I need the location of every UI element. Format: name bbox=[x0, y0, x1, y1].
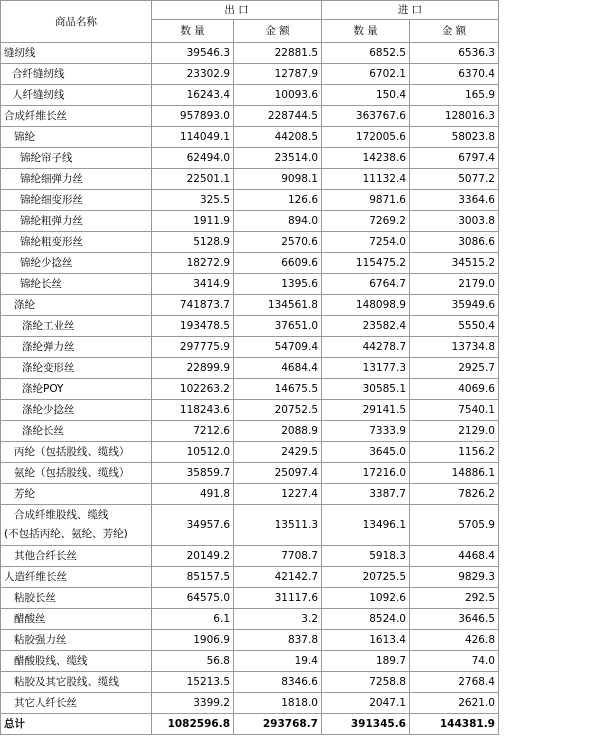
export-qty-cell: 957893.0 bbox=[152, 106, 234, 127]
import-amt-cell: 5705.9 bbox=[410, 505, 499, 546]
table-row bbox=[1, 274, 599, 295]
table-row bbox=[1, 693, 599, 714]
export-amt-cell: 31117.6 bbox=[234, 588, 322, 609]
product-name-cell: 氨纶（包括股线、缆线） bbox=[1, 463, 152, 484]
import-amt-cell: 7540.1 bbox=[410, 400, 499, 421]
export-qty-cell: 85157.5 bbox=[152, 567, 234, 588]
product-name-line1: 合成纤维股线、缆线 bbox=[14, 509, 109, 521]
table-row bbox=[1, 588, 599, 609]
table-row bbox=[1, 148, 599, 169]
export-qty-cell: 10512.0 bbox=[152, 442, 234, 463]
export-amt-cell: 126.6 bbox=[234, 190, 322, 211]
import-amt-cell: 13734.8 bbox=[410, 337, 499, 358]
export-amt-cell: 1227.4 bbox=[234, 484, 322, 505]
import-qty-cell: 150.4 bbox=[322, 85, 410, 106]
export-amt-cell: 54709.4 bbox=[234, 337, 322, 358]
product-name-cell: 合纤缝纫线 bbox=[1, 64, 152, 85]
product-name-cell: 丙纶（包括股线、缆线） bbox=[1, 442, 152, 463]
header-import-amt: 金 额 bbox=[410, 20, 499, 43]
export-amt-cell: 228744.5 bbox=[234, 106, 322, 127]
export-qty-cell: 16243.4 bbox=[152, 85, 234, 106]
export-amt-cell: 894.0 bbox=[234, 211, 322, 232]
header-import-qty: 数 量 bbox=[322, 20, 410, 43]
export-qty-cell: 741873.7 bbox=[152, 295, 234, 316]
export-qty-cell: 1906.9 bbox=[152, 630, 234, 651]
product-name-cell: 涤纶弹力丝 bbox=[1, 337, 152, 358]
import-qty-cell: 172005.6 bbox=[322, 127, 410, 148]
product-name-cell: 锦纶长丝 bbox=[1, 274, 152, 295]
export-qty-cell: 325.5 bbox=[152, 190, 234, 211]
import-qty-cell: 7333.9 bbox=[322, 421, 410, 442]
import-qty-cell: 14238.6 bbox=[322, 148, 410, 169]
export-qty-cell: 18272.9 bbox=[152, 253, 234, 274]
header-export-amt: 金 额 bbox=[234, 20, 322, 43]
product-name-cell: 醋酸丝 bbox=[1, 609, 152, 630]
import-qty-cell: 189.7 bbox=[322, 651, 410, 672]
table-row bbox=[1, 253, 599, 274]
export-amt-cell: 22881.5 bbox=[234, 43, 322, 64]
import-qty-cell: 1092.6 bbox=[322, 588, 410, 609]
import-amt-cell: 426.8 bbox=[410, 630, 499, 651]
import-qty-cell: 13177.3 bbox=[322, 358, 410, 379]
import-amt-cell: 2621.0 bbox=[410, 693, 499, 714]
table-row bbox=[1, 400, 599, 421]
total-export-qty: 1082596.8 bbox=[152, 714, 234, 735]
product-name-cell: 涤纶工业丝 bbox=[1, 316, 152, 337]
export-qty-cell: 62494.0 bbox=[152, 148, 234, 169]
export-qty-cell: 35859.7 bbox=[152, 463, 234, 484]
import-amt-cell: 5077.2 bbox=[410, 169, 499, 190]
export-qty-cell: 22899.9 bbox=[152, 358, 234, 379]
import-amt-cell: 58023.8 bbox=[410, 127, 499, 148]
export-amt-cell: 6609.6 bbox=[234, 253, 322, 274]
import-amt-cell: 2925.7 bbox=[410, 358, 499, 379]
product-name-cell: 锦纶细变形丝 bbox=[1, 190, 152, 211]
import-qty-cell: 7258.8 bbox=[322, 672, 410, 693]
import-qty-cell: 7269.2 bbox=[322, 211, 410, 232]
export-qty-cell: 3399.2 bbox=[152, 693, 234, 714]
header-export: 出 口 bbox=[152, 1, 322, 20]
header-export-qty: 数 量 bbox=[152, 20, 234, 43]
export-amt-cell: 37651.0 bbox=[234, 316, 322, 337]
product-name-cell: 合成纤维长丝 bbox=[1, 106, 152, 127]
table-row bbox=[1, 358, 599, 379]
export-qty-cell: 7212.6 bbox=[152, 421, 234, 442]
table-row bbox=[1, 442, 599, 463]
import-qty-cell: 8524.0 bbox=[322, 609, 410, 630]
product-name-cell: 锦纶粗变形丝 bbox=[1, 232, 152, 253]
export-amt-cell: 837.8 bbox=[234, 630, 322, 651]
table-row bbox=[1, 567, 599, 588]
product-name-cell: 粘胶及其它股线、缆线 bbox=[1, 672, 152, 693]
export-amt-cell: 9098.1 bbox=[234, 169, 322, 190]
table-row bbox=[1, 106, 599, 127]
product-name-cell: 缝纫线 bbox=[1, 43, 152, 64]
import-qty-cell: 11132.4 bbox=[322, 169, 410, 190]
product-name-cell: 锦纶细弹力丝 bbox=[1, 169, 152, 190]
import-amt-cell: 4069.6 bbox=[410, 379, 499, 400]
export-qty-cell: 118243.6 bbox=[152, 400, 234, 421]
total-import-amt: 144381.9 bbox=[410, 714, 499, 735]
import-amt-cell: 1156.2 bbox=[410, 442, 499, 463]
product-name-cell bbox=[1, 505, 152, 546]
import-amt-cell: 6536.3 bbox=[410, 43, 499, 64]
import-amt-cell: 74.0 bbox=[410, 651, 499, 672]
total-row bbox=[1, 714, 599, 735]
table-row bbox=[1, 85, 599, 106]
export-qty-cell: 23302.9 bbox=[152, 64, 234, 85]
import-qty-cell: 17216.0 bbox=[322, 463, 410, 484]
total-import-qty: 391345.6 bbox=[322, 714, 410, 735]
import-amt-cell: 3646.5 bbox=[410, 609, 499, 630]
export-amt-cell: 8346.6 bbox=[234, 672, 322, 693]
import-qty-cell: 115475.2 bbox=[322, 253, 410, 274]
product-name-cell: 涤纶变形丝 bbox=[1, 358, 152, 379]
import-qty-cell: 1613.4 bbox=[322, 630, 410, 651]
product-name-cell: 人纤缝纫线 bbox=[1, 85, 152, 106]
product-name-cell: 涤纶 bbox=[1, 295, 152, 316]
header-product-name: 商品名称 bbox=[1, 1, 152, 43]
product-name-cell: 涤纶长丝 bbox=[1, 421, 152, 442]
import-amt-cell: 34515.2 bbox=[410, 253, 499, 274]
table-row bbox=[1, 43, 599, 64]
product-name-cell: 醋酸股线、缆线 bbox=[1, 651, 152, 672]
table-body bbox=[1, 43, 599, 735]
export-amt-cell: 2570.6 bbox=[234, 232, 322, 253]
product-name-line2: (不包括丙纶、氨纶、芳纶) bbox=[4, 528, 128, 540]
export-amt-cell: 14675.5 bbox=[234, 379, 322, 400]
import-qty-cell: 44278.7 bbox=[322, 337, 410, 358]
import-amt-cell: 2129.0 bbox=[410, 421, 499, 442]
import-amt-cell: 14886.1 bbox=[410, 463, 499, 484]
import-amt-cell: 3364.6 bbox=[410, 190, 499, 211]
product-name-cell: 粘胶强力丝 bbox=[1, 630, 152, 651]
export-amt-cell: 44208.5 bbox=[234, 127, 322, 148]
export-qty-cell: 20149.2 bbox=[152, 546, 234, 567]
import-amt-cell: 6797.4 bbox=[410, 148, 499, 169]
table-row bbox=[1, 127, 599, 148]
table-row bbox=[1, 630, 599, 651]
import-qty-cell: 20725.5 bbox=[322, 567, 410, 588]
import-amt-cell: 128016.3 bbox=[410, 106, 499, 127]
table-row bbox=[1, 463, 599, 484]
import-qty-cell: 2047.1 bbox=[322, 693, 410, 714]
export-qty-cell: 3414.9 bbox=[152, 274, 234, 295]
import-amt-cell: 3086.6 bbox=[410, 232, 499, 253]
import-amt-cell: 165.9 bbox=[410, 85, 499, 106]
export-qty-cell: 5128.9 bbox=[152, 232, 234, 253]
product-name-cell: 其他合纤长丝 bbox=[1, 546, 152, 567]
import-amt-cell: 4468.4 bbox=[410, 546, 499, 567]
import-qty-cell: 3387.7 bbox=[322, 484, 410, 505]
export-amt-cell: 23514.0 bbox=[234, 148, 322, 169]
export-amt-cell: 12787.9 bbox=[234, 64, 322, 85]
import-amt-cell: 9829.3 bbox=[410, 567, 499, 588]
import-qty-cell: 148098.9 bbox=[322, 295, 410, 316]
table-row bbox=[1, 672, 599, 693]
product-name-cell: 人造纤维长丝 bbox=[1, 567, 152, 588]
export-amt-cell: 1395.6 bbox=[234, 274, 322, 295]
table-row bbox=[1, 505, 599, 546]
import-amt-cell: 6370.4 bbox=[410, 64, 499, 85]
export-qty-cell: 56.8 bbox=[152, 651, 234, 672]
product-name-cell: 锦纶帘子线 bbox=[1, 148, 152, 169]
import-qty-cell: 5918.3 bbox=[322, 546, 410, 567]
export-qty-cell: 297775.9 bbox=[152, 337, 234, 358]
export-qty-cell: 491.8 bbox=[152, 484, 234, 505]
table-row bbox=[1, 211, 599, 232]
import-amt-cell: 2179.0 bbox=[410, 274, 499, 295]
export-amt-cell: 2429.5 bbox=[234, 442, 322, 463]
product-name-cell: 粘胶长丝 bbox=[1, 588, 152, 609]
export-amt-cell: 20752.5 bbox=[234, 400, 322, 421]
table-row bbox=[1, 190, 599, 211]
table-row bbox=[1, 379, 599, 400]
product-name-cell: 锦纶 bbox=[1, 127, 152, 148]
import-qty-cell: 29141.5 bbox=[322, 400, 410, 421]
export-amt-cell: 3.2 bbox=[234, 609, 322, 630]
export-qty-cell: 114049.1 bbox=[152, 127, 234, 148]
export-amt-cell: 10093.6 bbox=[234, 85, 322, 106]
import-qty-cell: 23582.4 bbox=[322, 316, 410, 337]
export-qty-cell: 1911.9 bbox=[152, 211, 234, 232]
table-row bbox=[1, 316, 599, 337]
export-amt-cell: 2088.9 bbox=[234, 421, 322, 442]
total-export-amt: 293768.7 bbox=[234, 714, 322, 735]
table-row bbox=[1, 169, 599, 190]
export-amt-cell: 1818.0 bbox=[234, 693, 322, 714]
product-name-cell: 芳纶 bbox=[1, 484, 152, 505]
table-row bbox=[1, 484, 599, 505]
import-qty-cell: 6852.5 bbox=[322, 43, 410, 64]
export-qty-cell: 22501.1 bbox=[152, 169, 234, 190]
export-qty-cell: 39546.3 bbox=[152, 43, 234, 64]
export-amt-cell: 7708.7 bbox=[234, 546, 322, 567]
import-qty-cell: 30585.1 bbox=[322, 379, 410, 400]
import-amt-cell: 3003.8 bbox=[410, 211, 499, 232]
export-qty-cell: 6.1 bbox=[152, 609, 234, 630]
export-amt-cell: 4684.4 bbox=[234, 358, 322, 379]
table-row bbox=[1, 337, 599, 358]
export-amt-cell: 42142.7 bbox=[234, 567, 322, 588]
import-amt-cell: 292.5 bbox=[410, 588, 499, 609]
export-amt-cell: 13511.3 bbox=[234, 505, 322, 546]
total-label: 总计 bbox=[1, 714, 152, 735]
table-row bbox=[1, 651, 599, 672]
table-row bbox=[1, 295, 599, 316]
product-name-cell: 锦纶粗弹力丝 bbox=[1, 211, 152, 232]
header-import: 进 口 bbox=[322, 1, 499, 20]
export-qty-cell: 64575.0 bbox=[152, 588, 234, 609]
product-name-cell: 涤纶POY bbox=[1, 379, 152, 400]
import-amt-cell: 5550.4 bbox=[410, 316, 499, 337]
import-qty-cell: 9871.6 bbox=[322, 190, 410, 211]
export-amt-cell: 25097.4 bbox=[234, 463, 322, 484]
product-name-cell: 涤纶少捻丝 bbox=[1, 400, 152, 421]
product-name-cell: 锦纶少捻丝 bbox=[1, 253, 152, 274]
import-qty-cell: 363767.6 bbox=[322, 106, 410, 127]
table-row bbox=[1, 546, 599, 567]
import-qty-cell: 7254.0 bbox=[322, 232, 410, 253]
table-row bbox=[1, 609, 599, 630]
export-qty-cell: 193478.5 bbox=[152, 316, 234, 337]
import-qty-cell: 6764.7 bbox=[322, 274, 410, 295]
table-row bbox=[1, 232, 599, 253]
import-amt-cell: 35949.6 bbox=[410, 295, 499, 316]
export-amt-cell: 134561.8 bbox=[234, 295, 322, 316]
import-qty-cell: 6702.1 bbox=[322, 64, 410, 85]
product-name-cell: 其它人纤长丝 bbox=[1, 693, 152, 714]
export-qty-cell: 34957.6 bbox=[152, 505, 234, 546]
import-qty-cell: 3645.0 bbox=[322, 442, 410, 463]
import-amt-cell: 2768.4 bbox=[410, 672, 499, 693]
import-amt-cell: 7826.2 bbox=[410, 484, 499, 505]
table-row bbox=[1, 421, 599, 442]
table-row bbox=[1, 64, 599, 85]
export-qty-cell: 15213.5 bbox=[152, 672, 234, 693]
import-qty-cell: 13496.1 bbox=[322, 505, 410, 546]
export-qty-cell: 102263.2 bbox=[152, 379, 234, 400]
export-amt-cell: 19.4 bbox=[234, 651, 322, 672]
